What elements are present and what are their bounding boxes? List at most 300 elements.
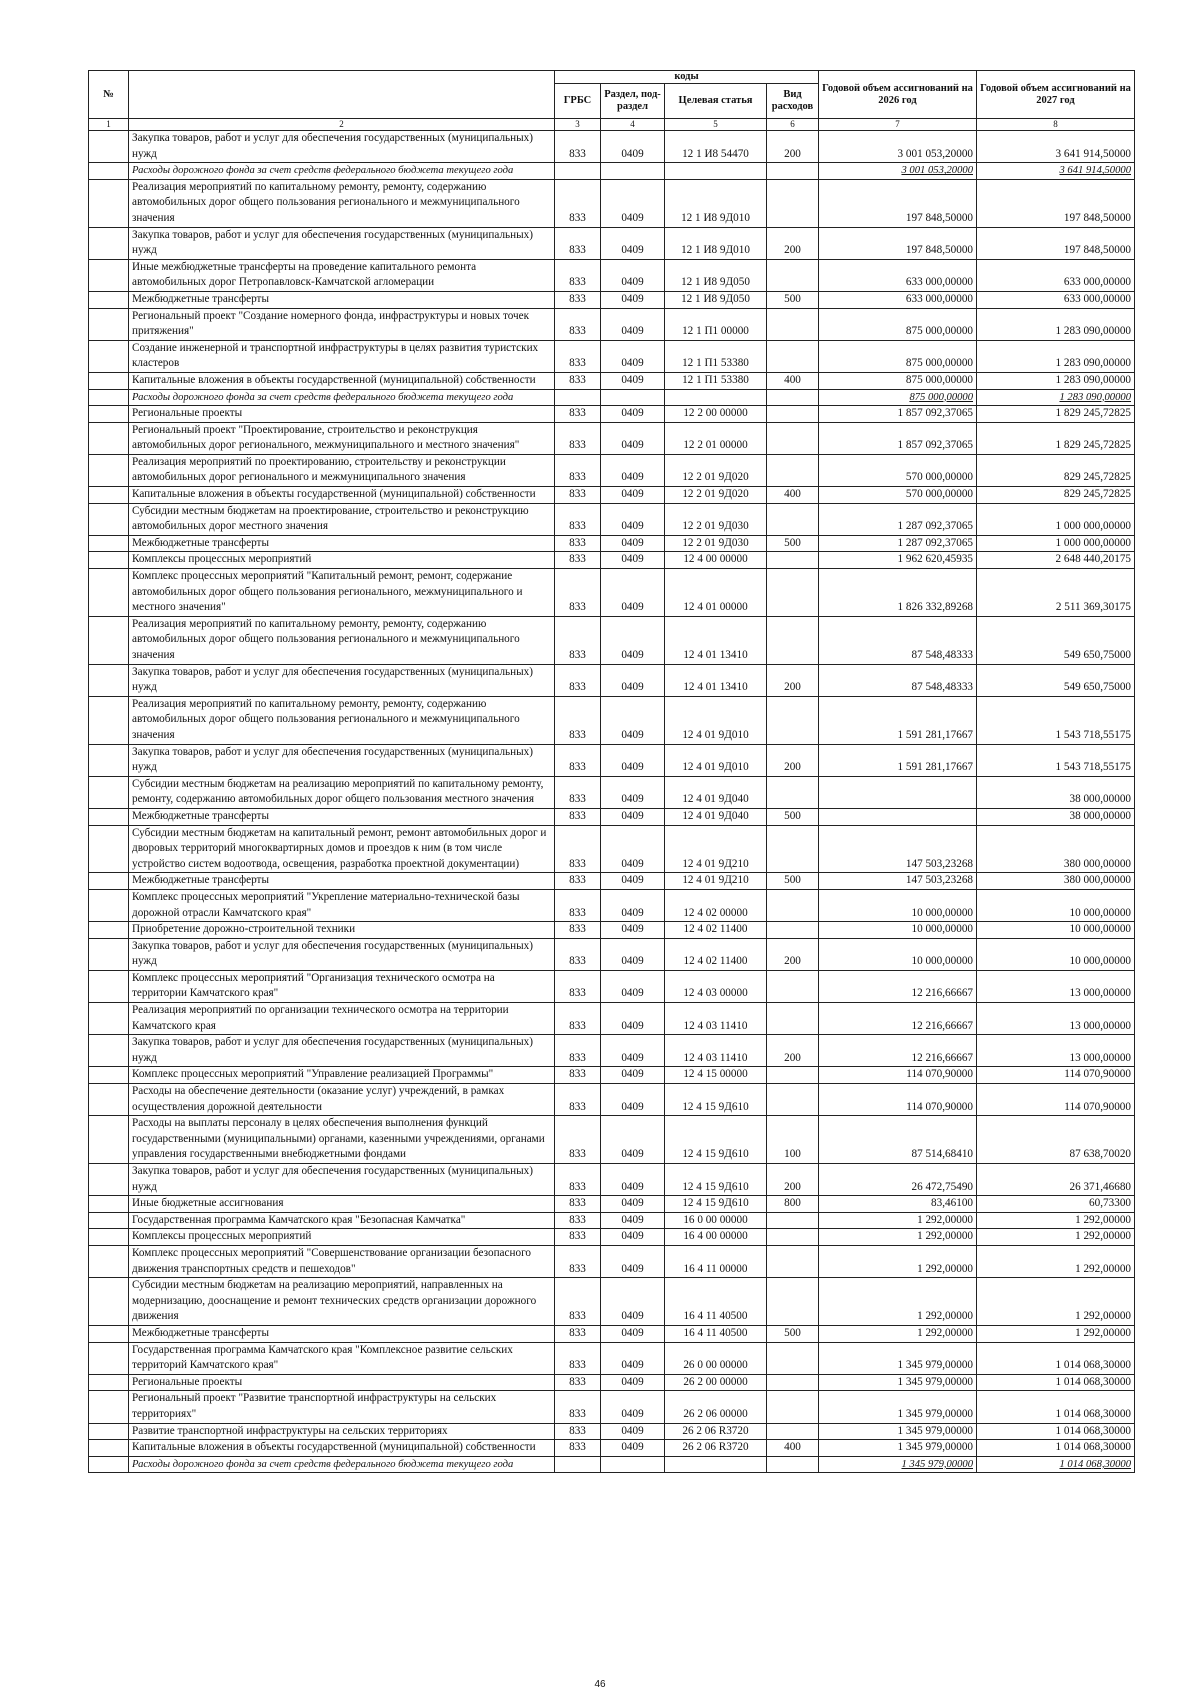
cell-target-article: 12 2 00 00000 (665, 406, 767, 423)
table-row (89, 487, 1135, 504)
cell-razdel: 0409 (601, 922, 665, 939)
cell-amount-2027: 1 292,00000 (977, 1245, 1135, 1277)
cell-expense-type (767, 889, 819, 921)
page-number: 46 (594, 1679, 606, 1690)
cell-amount-2026 (819, 808, 977, 825)
cell-amount-2026: 12 216,66667 (819, 1003, 977, 1035)
column-number: 4 (601, 119, 665, 131)
cell-amount-2026: 1 857 092,37065 (819, 406, 977, 423)
table-row (89, 179, 1135, 227)
cell-num (89, 569, 129, 617)
cell-amount-2027: 1 829 245,72825 (977, 406, 1135, 423)
cell-expense-type: 500 (767, 873, 819, 890)
col-cs-header: Целевая статья (665, 84, 767, 119)
cell-razdel: 0409 (601, 1278, 665, 1326)
table-row (89, 1229, 1135, 1246)
column-number: 6 (767, 119, 819, 131)
cell-expense-type (767, 1391, 819, 1423)
cell-amount-2026: 10 000,00000 (819, 889, 977, 921)
cell-razdel: 0409 (601, 1374, 665, 1391)
cell-name: Региональные проекты (129, 1374, 555, 1391)
cell-grbs: 833 (555, 1342, 601, 1374)
table-row (89, 1116, 1135, 1164)
cell-target-article: 12 4 15 9Д610 (665, 1116, 767, 1164)
cell-grbs: 833 (555, 776, 601, 808)
cell-num (89, 308, 129, 340)
cell-amount-2026: 1 287 092,37065 (819, 535, 977, 552)
cell-expense-type: 200 (767, 664, 819, 696)
cell-razdel: 0409 (601, 308, 665, 340)
cell-num (89, 1278, 129, 1326)
table-row-road-fund-note (89, 1456, 1135, 1473)
table-row (89, 889, 1135, 921)
cell-amount-2026: 1 591 281,17667 (819, 744, 977, 776)
cell-name: Субсидии местным бюджетам на реализацию мероприятий, направленных на модернизацию, дооснащение и ремонт технических средств организации дорожного движения (129, 1278, 555, 1326)
cell-grbs: 833 (555, 616, 601, 664)
cell-target-article: 26 0 00 00000 (665, 1342, 767, 1374)
cell-grbs: 833 (555, 1325, 601, 1342)
cell-name: Закупка товаров, работ и услуг для обеспечения государственных (муниципальных) нужд (129, 1164, 555, 1196)
cell-amount-2026: 83,46100 (819, 1196, 977, 1213)
cell-razdel: 0409 (601, 552, 665, 569)
cell-grbs: 833 (555, 227, 601, 259)
cell-amount-2026: 1 345 979,00000 (819, 1342, 977, 1374)
cell-name: Межбюджетные трансферты (129, 291, 555, 308)
cell-expense-type: 200 (767, 227, 819, 259)
cell-num (89, 535, 129, 552)
cell-amount-2026: 26 472,75490 (819, 1164, 977, 1196)
cell-amount-2026: 875 000,00000 (819, 372, 977, 389)
cell-name: Реализация мероприятий по проектированию, строительству и реконструкции автомобильных дорог регионального и межмуниципального значения (129, 454, 555, 486)
table-row (89, 873, 1135, 890)
cell-num (89, 825, 129, 873)
cell-name: Закупка товаров, работ и услуг для обеспечения государственных (муниципальных) нужд (129, 227, 555, 259)
cell-razdel: 0409 (601, 569, 665, 617)
cell-grbs: 833 (555, 1440, 601, 1457)
cell-grbs: 833 (555, 340, 601, 372)
cell-name: Комплексы процессных мероприятий (129, 552, 555, 569)
cell-amount-2027: 1 283 090,00000 (977, 372, 1135, 389)
table-row (89, 503, 1135, 535)
cell-razdel: 0409 (601, 535, 665, 552)
cell-razdel: 0409 (601, 1391, 665, 1423)
table-row (89, 744, 1135, 776)
column-number: 8 (977, 119, 1135, 131)
cell-name: Межбюджетные трансферты (129, 1325, 555, 1342)
cell-num (89, 696, 129, 744)
cell-razdel: 0409 (601, 487, 665, 504)
cell-amount-2027: 1 014 068,30000 (977, 1374, 1135, 1391)
cell-razdel: 0409 (601, 259, 665, 291)
cell-target-article: 12 4 02 11400 (665, 922, 767, 939)
col-num-header: № (89, 71, 129, 119)
cell-name: Комплекс процессных мероприятий "Управление реализацией Программы" (129, 1067, 555, 1084)
cell-expense-type: 500 (767, 1325, 819, 1342)
cell-amount-2026: 3 001 053,20000 (819, 163, 977, 180)
cell-amount-2027: 1 014 068,30000 (977, 1456, 1135, 1473)
cell-amount-2027: 1 292,00000 (977, 1325, 1135, 1342)
cell-name: Реализация мероприятий по капитальному ремонту, ремонту, содержанию автомобильных дорог общего пользования регионального и межмуниципального значения (129, 179, 555, 227)
cell-razdel: 0409 (601, 744, 665, 776)
cell-target-article: 12 4 15 9Д610 (665, 1084, 767, 1116)
cell-amount-2026: 1 345 979,00000 (819, 1374, 977, 1391)
cell-expense-type (767, 259, 819, 291)
cell-expense-type: 400 (767, 487, 819, 504)
budget-sheet (88, 70, 1134, 1473)
table-row (89, 1196, 1135, 1213)
cell-amount-2027: 2 511 369,30175 (977, 569, 1135, 617)
cell-amount-2026: 1 287 092,37065 (819, 503, 977, 535)
cell-target-article: 12 1 П1 00000 (665, 308, 767, 340)
cell-target-article (665, 163, 767, 180)
cell-name: Реализация мероприятий по организации технического осмотра на территории Камчатского края (129, 1003, 555, 1035)
cell-amount-2027: 10 000,00000 (977, 922, 1135, 939)
cell-num (89, 1245, 129, 1277)
cell-grbs: 833 (555, 552, 601, 569)
cell-num (89, 1229, 129, 1246)
cell-grbs: 833 (555, 873, 601, 890)
cell-amount-2027: 1 292,00000 (977, 1278, 1135, 1326)
cell-razdel: 0409 (601, 1196, 665, 1213)
cell-target-article: 16 4 11 00000 (665, 1245, 767, 1277)
cell-amount-2026: 633 000,00000 (819, 259, 977, 291)
cell-amount-2027: 380 000,00000 (977, 873, 1135, 890)
cell-num (89, 1391, 129, 1423)
cell-target-article: 12 4 03 11410 (665, 1035, 767, 1067)
cell-grbs: 833 (555, 825, 601, 873)
cell-amount-2027: 1 014 068,30000 (977, 1342, 1135, 1374)
table-row-road-fund-note (89, 389, 1135, 406)
cell-expense-type: 100 (767, 1116, 819, 1164)
table-row (89, 1342, 1135, 1374)
cell-amount-2026: 87 548,48333 (819, 616, 977, 664)
cell-amount-2026: 10 000,00000 (819, 938, 977, 970)
cell-amount-2026: 875 000,00000 (819, 340, 977, 372)
cell-grbs: 833 (555, 1067, 601, 1084)
cell-target-article: 12 2 01 9Д020 (665, 454, 767, 486)
cell-amount-2027: 114 070,90000 (977, 1067, 1135, 1084)
cell-amount-2027: 38 000,00000 (977, 808, 1135, 825)
cell-name: Реализация мероприятий по капитальному ремонту, ремонту, содержанию автомобильных дорог общего пользования регионального и межмуниципального значения (129, 616, 555, 664)
column-numbers-row (89, 119, 1135, 131)
cell-expense-type (767, 503, 819, 535)
cell-name: Закупка товаров, работ и услуг для обеспечения государственных (муниципальных) нужд (129, 1035, 555, 1067)
cell-amount-2026: 633 000,00000 (819, 291, 977, 308)
cell-razdel: 0409 (601, 1440, 665, 1457)
cell-name: Капитальные вложения в объекты государственной (муниципальной) собственности (129, 1440, 555, 1457)
table-row (89, 227, 1135, 259)
cell-num (89, 422, 129, 454)
cell-expense-type: 800 (767, 1196, 819, 1213)
cell-name: Капитальные вложения в объекты государственной (муниципальной) собственности (129, 487, 555, 504)
cell-razdel: 0409 (601, 372, 665, 389)
cell-amount-2026: 1 292,00000 (819, 1229, 977, 1246)
cell-amount-2026: 114 070,90000 (819, 1067, 977, 1084)
cell-razdel: 0409 (601, 776, 665, 808)
cell-grbs: 833 (555, 569, 601, 617)
table-row (89, 1423, 1135, 1440)
cell-expense-type (767, 389, 819, 406)
cell-amount-2027: 633 000,00000 (977, 259, 1135, 291)
cell-name: Расходы на обеспечение деятельности (оказание услуг) учреждений, в рамках осуществления дорожной деятельности (129, 1084, 555, 1116)
cell-amount-2026: 1 345 979,00000 (819, 1391, 977, 1423)
table-row (89, 1325, 1135, 1342)
cell-expense-type: 200 (767, 1035, 819, 1067)
cell-num (89, 889, 129, 921)
cell-expense-type: 200 (767, 1164, 819, 1196)
cell-amount-2027: 1 283 090,00000 (977, 389, 1135, 406)
cell-amount-2027: 1 283 090,00000 (977, 308, 1135, 340)
cell-amount-2027: 1 014 068,30000 (977, 1440, 1135, 1457)
cell-expense-type (767, 1229, 819, 1246)
cell-num (89, 1374, 129, 1391)
cell-target-article: 16 0 00 00000 (665, 1212, 767, 1229)
cell-num (89, 487, 129, 504)
table-row (89, 454, 1135, 486)
cell-grbs (555, 389, 601, 406)
table-header (89, 71, 1135, 131)
cell-grbs: 833 (555, 1391, 601, 1423)
cell-name: Комплекс процессных мероприятий "Организация технического осмотра на территории Камчатского края" (129, 970, 555, 1002)
cell-grbs: 833 (555, 1003, 601, 1035)
cell-amount-2026: 87 548,48333 (819, 664, 977, 696)
cell-num (89, 1440, 129, 1457)
cell-name: Субсидии местным бюджетам на реализацию мероприятий по капитальному ремонту, ремонту, содержанию автомобильных дорог общего пользования местного значения (129, 776, 555, 808)
cell-amount-2026: 12 216,66667 (819, 970, 977, 1002)
cell-expense-type (767, 422, 819, 454)
cell-grbs: 833 (555, 1229, 601, 1246)
cell-amount-2026: 1 292,00000 (819, 1245, 977, 1277)
budget-table (88, 70, 1135, 1473)
cell-num (89, 259, 129, 291)
cell-target-article: 12 4 01 9Д010 (665, 744, 767, 776)
cell-grbs: 833 (555, 664, 601, 696)
cell-grbs: 833 (555, 1084, 601, 1116)
cell-name: Субсидии местным бюджетам на проектирование, строительство и реконструкцию автомобильных дорог местного значения (129, 503, 555, 535)
table-row (89, 291, 1135, 308)
cell-grbs: 833 (555, 422, 601, 454)
table-row (89, 1212, 1135, 1229)
table-row (89, 535, 1135, 552)
cell-expense-type (767, 1067, 819, 1084)
cell-razdel (601, 1456, 665, 1473)
cell-num (89, 776, 129, 808)
cell-razdel: 0409 (601, 1116, 665, 1164)
cell-grbs: 833 (555, 503, 601, 535)
table-row (89, 776, 1135, 808)
table-row (89, 1374, 1135, 1391)
cell-name: Иные межбюджетные трансферты на проведение капитального ремонта автомобильных дорог Петропавловск-Камчатской агломерации (129, 259, 555, 291)
cell-target-article: 12 1 И8 9Д010 (665, 227, 767, 259)
cell-num (89, 744, 129, 776)
cell-amount-2026: 1 292,00000 (819, 1325, 977, 1342)
cell-expense-type (767, 776, 819, 808)
cell-num (89, 552, 129, 569)
cell-expense-type (767, 163, 819, 180)
cell-target-article (665, 1456, 767, 1473)
col-2026-header: Годовой объем ассигнований на 2026 год (819, 71, 977, 119)
cell-razdel: 0409 (601, 227, 665, 259)
cell-amount-2026: 147 503,23268 (819, 873, 977, 890)
cell-name: Региональный проект "Проектирование, строительство и реконструкция автомобильных дорог регионального, межмуниципального и местного значения" (129, 422, 555, 454)
table-row (89, 825, 1135, 873)
cell-num (89, 340, 129, 372)
cell-amount-2026: 1 826 332,89268 (819, 569, 977, 617)
cell-grbs: 833 (555, 889, 601, 921)
cell-target-article: 12 1 И8 9Д050 (665, 259, 767, 291)
cell-name: Комплексы процессных мероприятий (129, 1229, 555, 1246)
cell-name: Государственная программа Камчатского края "Безопасная Камчатка" (129, 1212, 555, 1229)
cell-name: Региональные проекты (129, 406, 555, 423)
table-row (89, 616, 1135, 664)
cell-num (89, 922, 129, 939)
cell-name: Расходы дорожного фонда за счет средств федерального бюджета текущего года (129, 1456, 555, 1473)
cell-grbs: 833 (555, 1423, 601, 1440)
cell-target-article: 12 1 П1 53380 (665, 340, 767, 372)
table-body (89, 131, 1135, 1473)
cell-target-article: 12 4 01 9Д210 (665, 825, 767, 873)
cell-name: Расходы дорожного фонда за счет средств федерального бюджета текущего года (129, 389, 555, 406)
cell-num (89, 1212, 129, 1229)
cell-expense-type: 400 (767, 1440, 819, 1457)
cell-expense-type (767, 308, 819, 340)
cell-name: Закупка товаров, работ и услуг для обеспечения государственных (муниципальных) нужд (129, 938, 555, 970)
cell-num (89, 664, 129, 696)
cell-grbs: 833 (555, 1245, 601, 1277)
table-row (89, 1067, 1135, 1084)
cell-grbs: 833 (555, 1196, 601, 1213)
col-name-header (129, 71, 555, 119)
cell-expense-type (767, 1374, 819, 1391)
cell-amount-2026: 114 070,90000 (819, 1084, 977, 1116)
cell-amount-2027: 1 543 718,55175 (977, 696, 1135, 744)
cell-amount-2027: 13 000,00000 (977, 1003, 1135, 1035)
cell-amount-2027: 87 638,70020 (977, 1116, 1135, 1164)
column-number: 1 (89, 119, 129, 131)
cell-target-article: 12 4 15 9Д610 (665, 1164, 767, 1196)
cell-target-article: 12 1 П1 53380 (665, 372, 767, 389)
cell-amount-2026: 570 000,00000 (819, 454, 977, 486)
cell-amount-2027: 10 000,00000 (977, 889, 1135, 921)
table-row (89, 808, 1135, 825)
cell-num (89, 1342, 129, 1374)
cell-razdel: 0409 (601, 1423, 665, 1440)
cell-amount-2027: 197 848,50000 (977, 227, 1135, 259)
cell-grbs: 833 (555, 696, 601, 744)
cell-expense-type: 200 (767, 938, 819, 970)
table-row (89, 308, 1135, 340)
cell-num (89, 1423, 129, 1440)
cell-expense-type (767, 1003, 819, 1035)
cell-num (89, 616, 129, 664)
cell-grbs: 833 (555, 1374, 601, 1391)
table-row (89, 406, 1135, 423)
cell-amount-2027: 1 292,00000 (977, 1229, 1135, 1246)
table-row (89, 970, 1135, 1002)
table-row (89, 696, 1135, 744)
cell-amount-2027: 1 000 000,00000 (977, 503, 1135, 535)
cell-amount-2027: 3 641 914,50000 (977, 163, 1135, 180)
cell-expense-type (767, 1456, 819, 1473)
cell-amount-2026: 197 848,50000 (819, 179, 977, 227)
cell-num (89, 1003, 129, 1035)
cell-target-article: 12 2 01 9Д030 (665, 503, 767, 535)
cell-num (89, 389, 129, 406)
cell-target-article: 12 4 01 9Д040 (665, 808, 767, 825)
cell-name: Межбюджетные трансферты (129, 873, 555, 890)
cell-name: Развитие транспортной инфраструктуры на сельских территориях (129, 1423, 555, 1440)
cell-razdel: 0409 (601, 1084, 665, 1116)
cell-num (89, 1116, 129, 1164)
cell-target-article: 26 2 06 00000 (665, 1391, 767, 1423)
cell-target-article: 12 4 15 9Д610 (665, 1196, 767, 1213)
cell-amount-2027: 60,73300 (977, 1196, 1135, 1213)
cell-target-article: 12 4 15 00000 (665, 1067, 767, 1084)
table-row (89, 1164, 1135, 1196)
cell-target-article: 12 4 01 9Д040 (665, 776, 767, 808)
table-row (89, 664, 1135, 696)
cell-razdel: 0409 (601, 503, 665, 535)
cell-amount-2026: 1 345 979,00000 (819, 1440, 977, 1457)
cell-num (89, 1035, 129, 1067)
cell-grbs: 833 (555, 372, 601, 389)
cell-grbs: 833 (555, 131, 601, 163)
cell-target-article: 12 1 И8 9Д050 (665, 291, 767, 308)
cell-expense-type: 500 (767, 535, 819, 552)
cell-name: Капитальные вложения в объекты государственной (муниципальной) собственности (129, 372, 555, 389)
cell-razdel: 0409 (601, 340, 665, 372)
cell-amount-2027: 1 283 090,00000 (977, 340, 1135, 372)
cell-name: Комплекс процессных мероприятий "Укрепление материально-технической базы дорожной отрасли Камчатского края" (129, 889, 555, 921)
cell-name: Субсидии местным бюджетам на капитальный ремонт, ремонт автомобильных дорог и дворовых территорий многоквартирных домов и проездов к ним (в том числе устройство систем водоотвода, освещения, разработка проектной документации) (129, 825, 555, 873)
cell-amount-2026: 875 000,00000 (819, 308, 977, 340)
cell-amount-2026: 3 001 053,20000 (819, 131, 977, 163)
cell-grbs (555, 163, 601, 180)
cell-amount-2026: 1 292,00000 (819, 1212, 977, 1229)
cell-razdel: 0409 (601, 1245, 665, 1277)
cell-amount-2027: 13 000,00000 (977, 1035, 1135, 1067)
cell-num (89, 131, 129, 163)
cell-grbs: 833 (555, 744, 601, 776)
cell-grbs: 833 (555, 1116, 601, 1164)
cell-razdel: 0409 (601, 454, 665, 486)
table-row (89, 340, 1135, 372)
cell-num (89, 291, 129, 308)
cell-num (89, 1164, 129, 1196)
cell-name: Расходы дорожного фонда за счет средств федерального бюджета текущего года (129, 163, 555, 180)
cell-expense-type (767, 406, 819, 423)
cell-amount-2026: 1 857 092,37065 (819, 422, 977, 454)
cell-target-article: 16 4 11 40500 (665, 1278, 767, 1326)
table-row (89, 1245, 1135, 1277)
cell-grbs: 833 (555, 1278, 601, 1326)
cell-amount-2026: 1 292,00000 (819, 1278, 977, 1326)
cell-razdel: 0409 (601, 808, 665, 825)
cell-amount-2026: 875 000,00000 (819, 389, 977, 406)
table-row (89, 131, 1135, 163)
cell-grbs: 833 (555, 454, 601, 486)
cell-razdel: 0409 (601, 1067, 665, 1084)
cell-expense-type (767, 552, 819, 569)
cell-num (89, 873, 129, 890)
cell-amount-2026: 1 591 281,17667 (819, 696, 977, 744)
codes-header: коды (555, 71, 819, 84)
cell-num (89, 372, 129, 389)
cell-num (89, 454, 129, 486)
cell-num (89, 808, 129, 825)
cell-expense-type (767, 616, 819, 664)
table-row (89, 922, 1135, 939)
